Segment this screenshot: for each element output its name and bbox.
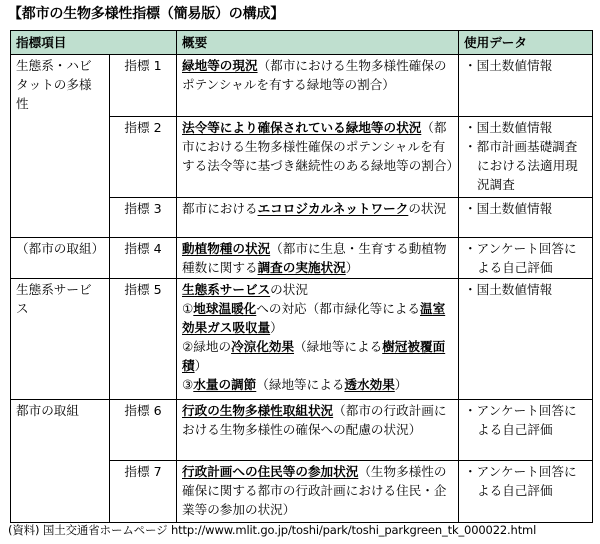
source-note: (資料) 国土交通省ホームページ http://www.mlit.go.jp/toshi/park/toshi_parkgreen_tk_000022.html: [8, 523, 537, 537]
summary-text: （緑地等による: [256, 377, 345, 392]
indicator-summary: [177, 117, 459, 198]
summary-key: 水量の調節: [193, 377, 257, 392]
summary-key: エコロジカルネットワーク: [257, 201, 409, 216]
table-row: [11, 55, 593, 117]
summary-text: 都市における: [182, 201, 258, 216]
category-ecosystem-services: 生態系サービス: [11, 279, 110, 400]
list-item: [464, 280, 587, 299]
summary-text: への対応（都市緑化等による: [256, 301, 420, 316]
indicator-index: 指標 1: [110, 55, 177, 117]
indicator-index: 指標 6: [110, 400, 177, 461]
summary-key: 行政の生物多様性取組状況: [182, 403, 334, 418]
summary-text: の状況: [270, 282, 308, 297]
summary-text: ）: [345, 260, 359, 275]
data-source: [459, 400, 593, 461]
bullet: ・: [464, 241, 477, 256]
list-item: [464, 239, 587, 277]
list-item: [464, 401, 587, 439]
bullet: ・: [464, 201, 477, 216]
summary-key: 緑地等の現況: [182, 58, 258, 73]
data-source-text: 国土数値情報: [476, 201, 553, 216]
bullet: ・: [464, 120, 477, 135]
data-source: [459, 117, 593, 198]
indicator-table: [10, 30, 593, 523]
data-source: [459, 461, 593, 523]
summary-text: （生物多様性の確保に関する都市の行政計画における住民・企業等の参加の状況）: [182, 464, 447, 517]
summary-key: 冷涼化効果: [231, 339, 295, 354]
list-item: [464, 199, 587, 218]
summary-text: （都市の行政計画における生物多様性の確保への配慮の状況）: [182, 403, 447, 437]
category-city-action: （都市の取組）: [11, 238, 110, 279]
data-source-text: 国土数値情報: [476, 120, 553, 135]
data-source-text: 国土数値情報: [476, 282, 553, 297]
data-source-text: アンケート回答による自己評価: [476, 403, 577, 437]
indicator-index: 指標 7: [110, 461, 177, 523]
data-source: [459, 279, 593, 400]
summary-line: [182, 375, 453, 394]
data-source-text: 国土数値情報: [476, 58, 553, 73]
summary-line: [182, 337, 453, 375]
indicator-summary: [177, 400, 459, 461]
data-source: [459, 198, 593, 238]
summary-key: 調査の実施状況: [257, 260, 346, 275]
summary-text: （緑地等による: [294, 339, 383, 354]
summary-key: 樹冠被覆面積: [182, 339, 446, 373]
data-source: [459, 55, 593, 117]
indicator-index: 指標 4: [110, 238, 177, 279]
bullet: ・: [464, 58, 477, 73]
data-source-text: 都市計画基礎調査における法適用現況調査: [476, 139, 578, 192]
header-data: 使用データ: [459, 31, 593, 55]
summary-text: ）: [270, 320, 283, 335]
indicator-summary: [177, 461, 459, 523]
table-header-row: [11, 31, 593, 55]
table-title: 【都市の生物多様性指標（簡易版）の構成】: [8, 6, 284, 22]
category-habitat: 生態系・ハビタットの多様性: [11, 55, 110, 238]
summary-text: （都市に生息・生育する動植物種数に関する: [182, 241, 447, 275]
list-item: [464, 118, 587, 137]
indicator-index: 指標 5: [110, 279, 177, 400]
summary-key: 生態系サービス: [182, 282, 271, 297]
summary-key: 地球温暖化: [193, 301, 257, 316]
indicator-summary: [177, 238, 459, 279]
indicator-summary: [177, 279, 459, 400]
summary-key: 透水効果: [344, 377, 395, 392]
header-item: 指標項目: [11, 31, 177, 55]
indicator-summary: [177, 198, 459, 238]
header-summary: 概要: [177, 31, 459, 55]
summary-line: [182, 280, 453, 299]
summary-text: ③: [182, 377, 194, 392]
summary-key: 行政計画への住民等の参加状況: [182, 464, 359, 479]
table-row: [11, 279, 593, 400]
data-source: [459, 238, 593, 279]
summary-text: （都市における生物多様性確保のポテンシャルを有する緑地等の割合）: [182, 58, 447, 92]
list-item: [464, 56, 587, 75]
data-source-text: アンケート回答による自己評価: [476, 241, 577, 275]
table-row: [11, 238, 593, 279]
summary-text: ）: [394, 377, 408, 392]
bullet: ・: [464, 139, 477, 154]
summary-text: の状況: [408, 201, 447, 216]
data-source-text: アンケート回答による自己評価: [476, 464, 577, 498]
list-item: [464, 462, 587, 500]
summary-key: 温室効果ガス吸収量: [182, 301, 446, 335]
summary-key: 法令等により確保されている緑地等の状況: [182, 120, 422, 135]
list-item: [464, 137, 587, 194]
category-city-action-2: 都市の取組: [11, 400, 110, 523]
summary-text: ①: [182, 301, 194, 316]
summary-text: （都市における生物多様性確保のポテンシャルを有する法令等に基づき継続性のある緑地等の割合）: [182, 120, 460, 173]
bullet: ・: [464, 464, 477, 479]
indicator-index: 指標 3: [110, 198, 177, 238]
bullet: ・: [464, 282, 477, 297]
table-row: [11, 400, 593, 461]
summary-text: ）: [194, 358, 208, 373]
summary-line: [182, 299, 453, 337]
summary-key: 動植物種の状況: [182, 241, 271, 256]
indicator-summary: [177, 55, 459, 117]
summary-text: ②緑地の: [182, 339, 232, 354]
indicator-index: 指標 2: [110, 117, 177, 198]
bullet: ・: [464, 403, 477, 418]
